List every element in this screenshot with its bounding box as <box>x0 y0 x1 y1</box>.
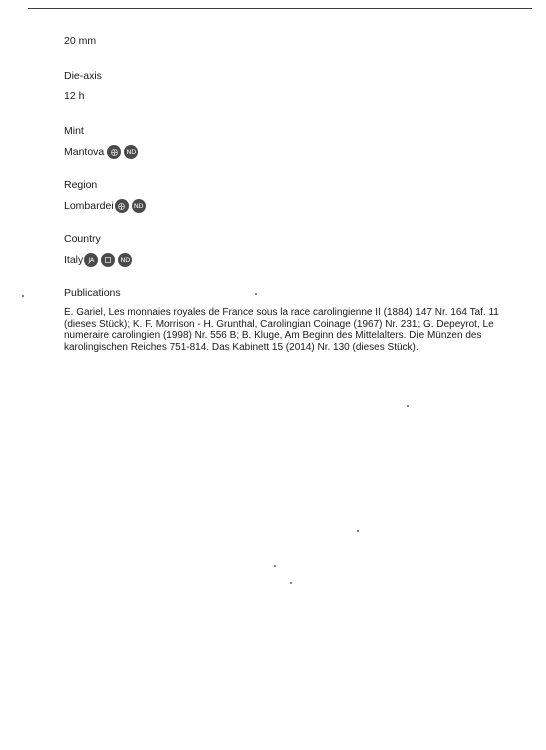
scan-speck <box>290 582 292 584</box>
publications-label: Publications <box>64 287 121 299</box>
die-axis-value-text: 12 h <box>64 90 85 102</box>
country-value-link[interactable]: Italy <box>64 253 84 266</box>
scan-speck <box>22 295 24 297</box>
square-icon[interactable] <box>101 253 115 267</box>
die-axis-label: Die-axis <box>64 70 102 82</box>
scan-speck <box>274 565 276 567</box>
region-value <box>64 199 504 213</box>
country-label: Country <box>64 233 101 245</box>
publications-text: E. Gariel, Les monnaies royales de France sous la race carolingienne II (1884) 147 Nr. 164 Taf. 11 (dieses Stück); K. F. Morrison - H. Grunthal, Carolingian Coinage (1967) Nr. 231; G. Depeyrot, Le numeraire carolingien (1998) Nr. 556 B; B. Kluge, Am Beginn des Mittelalters. Die Münzen des karolingischen Reiches 751-814. Das Kabinett 15 (2014) Nr. 130 (dieses Stück). <box>64 307 499 353</box>
globe-icon[interactable] <box>115 199 129 213</box>
region-value-link[interactable]: Lombardei <box>64 199 114 212</box>
mint-label: Mint <box>64 125 84 137</box>
region-label: Region <box>64 179 98 191</box>
document-content <box>64 35 504 353</box>
nd-icon[interactable]: ND <box>124 145 138 159</box>
die-axis-value <box>64 90 504 103</box>
diameter-value-text: 20 mm <box>64 35 97 47</box>
diameter-value <box>64 35 504 48</box>
ja-icon[interactable]: JA <box>84 253 98 267</box>
scan-speck <box>407 405 409 407</box>
mint-value-link[interactable]: Mantova <box>64 145 105 158</box>
globe-icon[interactable] <box>107 145 121 159</box>
top-rule <box>28 8 532 9</box>
mint-value <box>64 145 504 159</box>
nd-icon[interactable]: ND <box>132 199 146 213</box>
nd-icon[interactable]: ND <box>118 253 132 267</box>
country-value <box>64 253 504 267</box>
scan-speck <box>255 293 257 295</box>
scan-speck <box>357 530 359 532</box>
